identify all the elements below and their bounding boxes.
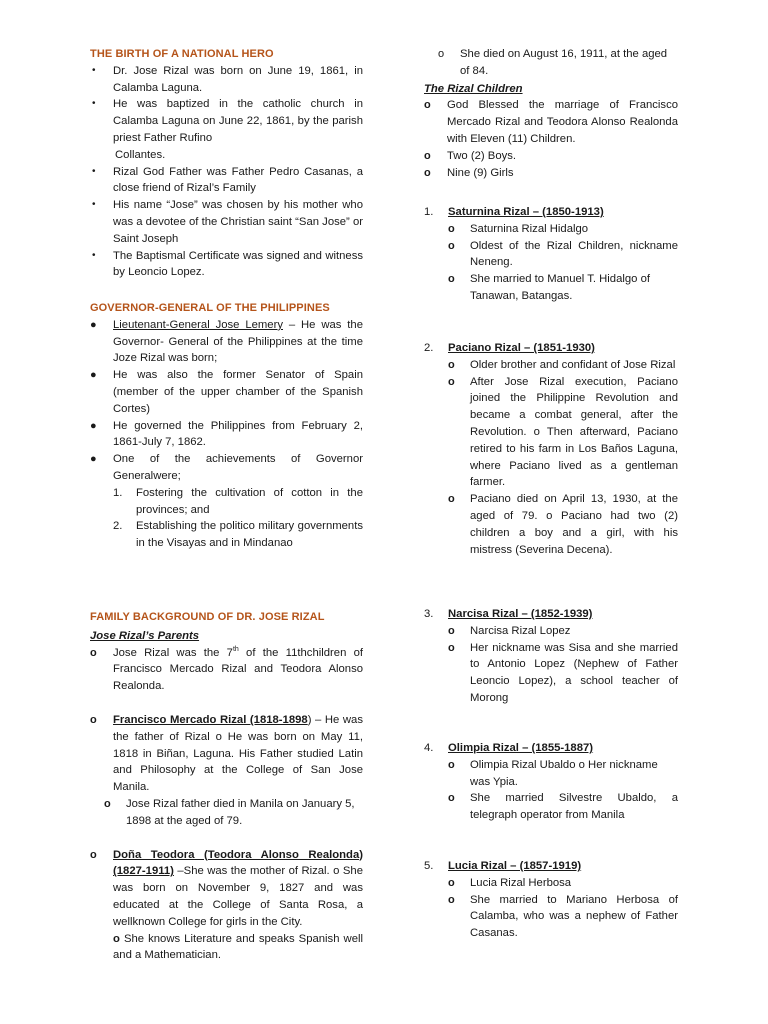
bullet-icon: o — [438, 48, 445, 60]
list-item: o Francisco Mercado Rizal (1818-1898) – He was the father of Rizal o He was born on May 11, 1818 in Biñan, Laguna. His Father studied Latin and Philosophy at the College of San Jose Manila. — [90, 713, 363, 794]
bullet-icon: • — [92, 249, 96, 261]
child-name: Narcisa Rizal – (1852-1939) — [448, 608, 593, 620]
bullet-icon: o — [90, 848, 97, 861]
bullet-icon: o — [104, 797, 111, 810]
list-item: o She died on August 16, 1911, at the aged of 84. — [438, 48, 668, 77]
bullet-icon: • — [92, 199, 96, 211]
bullet-icon: o — [90, 713, 97, 726]
section-heading: THE BIRTH OF A NATIONAL HERO — [90, 48, 274, 60]
child-lucia: 5. Lucia Rizal – (1857-1919) o Lucia Rizal Herbosa o She married to Mariano Herbosa of Calamba, who was a nephew of Father Casanas. — [424, 858, 678, 942]
bullet-icon: ● — [90, 369, 97, 382]
list-item: o Narcisa Rizal Lopez — [448, 623, 678, 640]
list-item: o Saturnina Rizal Hidalgo — [448, 221, 678, 238]
child-name: Olimpia Rizal – (1855-1887) — [448, 742, 594, 754]
list-item: • Dr. Jose Rizal was born on June 19, 1861, in Calamba Laguna. — [92, 64, 363, 94]
bullet-icon: ● — [90, 453, 97, 466]
section-heading: FAMILY BACKGROUND OF DR. JOSE RIZAL — [90, 611, 325, 623]
list-item: o She knows Literature and speaks Spanish well and a Mathematician. — [113, 932, 363, 962]
section-heading: GOVERNOR-GENERAL OF THE PHILIPPINES — [90, 302, 330, 314]
bullet-icon: • — [92, 165, 96, 177]
bullet-icon: o — [448, 758, 455, 771]
list-item: o Olimpia Rizal Ubaldo o Her nickname was Ypia. — [448, 758, 658, 788]
bullet-icon: • — [92, 64, 96, 76]
list-item: o Nine (9) Girls — [424, 165, 678, 182]
list-item: 2. Establishing the politico military governments in the Visayas and in Mindanao — [113, 520, 363, 550]
subheading: Jose Rizal’s Parents — [90, 629, 200, 642]
child-paciano: 2. Paciano Rizal – (1851-1930) o Older brother and confidant of Jose Rizal o After Jose Rizal execution, Paciano joined the Philippine Revolution and became a combat general, after the Revolution. o Then afterward, Paciano retired to his farm in Los Baños Laguna, where Paciano lived as a gentleman farmer. o Paciano died on April 13, 1930, at the aged of 79. o Paciano had two (2) children a boy and a girl, with his mistress (Severina Decena). — [424, 340, 678, 558]
child-olimpia: 4. Olimpia Rizal – (1855-1887) o Olimpia Rizal Ubaldo o Her nickname was Ypia. o She married Silvestre Ubaldo, a telegraph operator from Manila — [424, 740, 678, 824]
list-item: o Paciano died on April 13, 1930, at the aged of 79. o Paciano had two (2) children a boy and a girl, with his mistress (Severina Decena). — [448, 493, 678, 556]
bullet-icon: o — [424, 166, 431, 179]
bullet-icon: o — [448, 493, 455, 506]
list-item: o Her nickname was Sisa and she married to Antonio Lopez (Nephew of Father Leoncio Lopez), a school teacher of Morong — [448, 641, 678, 704]
list-item: o She married to Mariano Herbosa of Calamba, who was a nephew of Father Casanas. — [448, 893, 678, 940]
list-item: ● He governed the Philippines from February 2, 1861-July 7, 1862. — [90, 419, 363, 449]
list-item: o God Blessed the marriage of Francisco Mercado Rizal and Teodora Alonso Realonda with Eleven (11) Children. — [424, 99, 678, 145]
bullet-icon: o — [424, 99, 431, 112]
teodora-death — [424, 46, 678, 181]
list-item: o After Jose Rizal execution, Paciano joined the Philippine Revolution and became a combat general, after the Revolution. o Then afterward, Paciano retired to his farm in Los Baños Laguna, where Paciano lived as a gentleman farmer. — [448, 375, 678, 489]
list-item: ● One of the achievements of Governor Generalwere; — [90, 453, 363, 482]
list-item: o Jose Rizal father died in Manila on January 5, 1898 at the aged of 79. — [104, 797, 355, 827]
list-item: ● He was also the former Senator of Spain (member of the upper chamber of the Spanish Cortes) — [90, 369, 363, 415]
bullet-icon: o — [448, 358, 455, 371]
list-item: 1. Fostering the cultivation of cotton in the provinces; and — [113, 486, 363, 516]
bullet-icon: o — [448, 792, 455, 805]
bullet-icon: o — [448, 624, 455, 637]
bullet-icon: ● — [90, 318, 97, 331]
birth-section — [90, 46, 363, 281]
list-item: • He was baptized in the catholic church in Calamba Laguna on June 22, 1861, by the parish priest Father Rufino Collantes. — [92, 98, 363, 161]
bullet-icon: o — [448, 222, 455, 235]
family-section — [90, 609, 363, 964]
child-narcisa: 3. Narcisa Rizal – (1852-1939) o Narcisa Rizal Lopez o Her nickname was Sisa and she married to Antonio Lopez (Nephew of Father Leoncio Lopez), a school teacher of Morong — [424, 606, 678, 707]
list-item: ● Lieutenant-General Jose Lemery – He was the Governor- General of the Philippines at the time Joze Rizal was born; — [90, 318, 363, 365]
bullet-icon: o — [448, 273, 455, 286]
bullet-icon: o — [448, 375, 455, 388]
list-item: • Rizal God Father was Father Pedro Casanas, a close friend of Rizal’s Family — [92, 165, 363, 195]
subheading: The Rizal Children — [424, 82, 523, 95]
list-item: • The Baptismal Certificate was signed and witness by Leoncio Lopez. — [92, 249, 363, 279]
child-name: Lucia Rizal – (1857-1919) — [448, 860, 582, 872]
bullet-icon: o — [448, 893, 455, 906]
list-item: o She married to Manuel T. Hidalgo of Tanawan, Batangas. — [448, 273, 651, 302]
list-item: o Oldest of the Rizal Children, nickname Neneng. — [448, 239, 678, 269]
child-name: Saturnina Rizal – (1850-1913) — [448, 206, 604, 218]
child-name: Paciano Rizal – (1851-1930) — [448, 342, 595, 354]
list-item: o Older brother and confidant of Jose Rizal — [448, 357, 678, 374]
bullet-icon: o — [113, 932, 120, 945]
bullet-icon: o — [448, 641, 455, 654]
bullet-icon: o — [90, 646, 97, 659]
list-item: • His name “Jose” was chosen by his mother who was a devotee of the Christian saint “San Jose” or Saint Joseph — [92, 199, 363, 245]
bullet-icon: o — [424, 149, 431, 162]
bullet-icon: o — [448, 876, 455, 889]
list-item: o She married Silvestre Ubaldo, a telegraph operator from Manila — [448, 792, 678, 822]
list-item: o Jose Rizal was the 7th of the 11thchildren of Francisco Mercado Rizal and Teodora Alonso Realonda. — [90, 645, 364, 693]
list-item: o Doña Teodora (Teodora Alonso Realonda) (1827-1911) –She was the mother of Rizal. o She was born on November 9, 1827 and was educated at the College of Santa Rosa, a wellknown College for girls in the City. — [90, 848, 363, 928]
bullet-icon: o — [448, 239, 455, 252]
governor-section — [90, 300, 363, 552]
list-item: o Lucia Rizal Herbosa — [448, 875, 678, 892]
bullet-icon: • — [92, 98, 96, 110]
list-item: o Two (2) Boys. — [424, 148, 678, 165]
bullet-icon: ● — [90, 419, 97, 432]
child-saturnina: 1. Saturnina Rizal – (1850-1913) o Saturnina Rizal Hidalgo o Oldest of the Rizal Children, nickname Neneng. o She married to Manuel T. Hidalgo of Tanawan, Batangas. — [424, 204, 678, 305]
